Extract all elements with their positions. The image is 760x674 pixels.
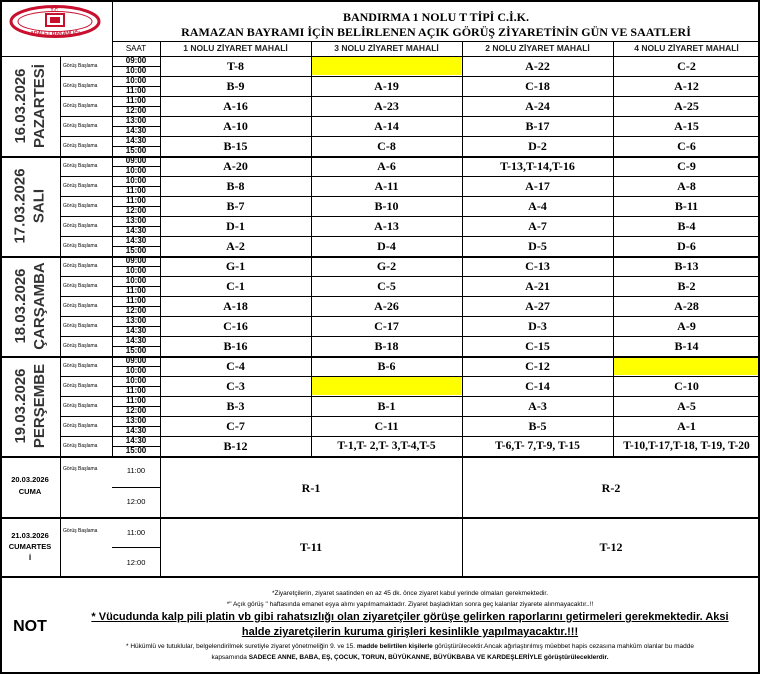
grid-line — [112, 206, 160, 207]
time-cell: 12:00 — [125, 206, 147, 215]
schedule-cell: A-26 — [374, 299, 399, 313]
schedule-cell: B-8 — [226, 179, 245, 193]
schedule-cell — [613, 356, 760, 376]
time-cell: 13:00 — [125, 116, 147, 125]
svg-text:ADALET BAKANLIĞI: ADALET BAKANLIĞI — [30, 31, 80, 37]
note-line-5c: görüştürülecektir.Ancak ağırlaştırılmış müebbet hapis cezasına mahkûm olanlar bu madde — [434, 643, 694, 650]
time-cell: 15:00 — [125, 346, 147, 355]
grid-line — [112, 226, 160, 227]
time-cell: 11:00 — [125, 396, 147, 405]
grid-line — [60, 216, 760, 217]
time-end-cuma: 12:00 — [126, 497, 146, 506]
time-start-cumartesi: 11:00 — [126, 528, 146, 537]
grid-line — [60, 296, 760, 297]
schedule-cell: A-11 — [374, 179, 399, 193]
day-label — [0, 56, 60, 156]
grid-line — [112, 66, 160, 67]
gorus-label: Görüş Başlama — [63, 223, 98, 229]
time-cell: 10:00 — [125, 366, 147, 375]
schedule-cell: A-25 — [674, 99, 699, 113]
time-cell: 14:30 — [125, 326, 147, 335]
grid-line — [60, 396, 760, 397]
schedule-cell: A-7 — [528, 219, 547, 233]
day-name-cuma: CUMA — [18, 487, 42, 496]
day-date: 16.03.2026 — [12, 68, 29, 144]
title-line-2: RAMAZAN BAYRAMI İÇİN BELİRLENEN AÇIK GÖRÜŞ ZİYARETİNİN GÜN VE SAATLERİ — [181, 25, 691, 39]
day-label — [0, 156, 60, 256]
note-line-5a: * Hükümlü ve tutuklular, belgelendirilmek suretiyle ziyaret yönetmeliğin 9. ve 15. — [126, 643, 356, 650]
time-cell: 14:30 — [125, 236, 147, 245]
grid-line — [0, 56, 112, 57]
schedule-cell: B-11 — [674, 199, 699, 213]
cuma-right-group: R-2 — [601, 481, 621, 495]
cumartesi-right-group: T-12 — [599, 540, 623, 554]
time-cell: 09:00 — [125, 56, 147, 65]
grid-line — [112, 366, 160, 367]
gorus-label-cumartesi: Görüş Başlama — [63, 528, 98, 534]
time-cell: 09:00 — [125, 156, 147, 165]
schedule-cell: B-18 — [374, 339, 399, 353]
gorus-label: Görüş Başlama — [63, 163, 98, 169]
gorus-label: Görüş Başlama — [63, 203, 98, 209]
schedule-cell: A-22 — [525, 59, 550, 73]
grid-line — [112, 406, 160, 407]
grid-line — [0, 0, 760, 2]
time-cell: 15:00 — [125, 446, 147, 455]
grid-line — [60, 276, 760, 277]
column-header-4: 4 NOLU ZİYARET MAHALİ — [634, 43, 739, 53]
schedule-cell: C-3 — [226, 379, 245, 393]
day-name: PERŞEMBE — [31, 363, 48, 449]
day-name-cumartesi: CUMARTES — [8, 542, 52, 551]
schedule-cell: C-12 — [525, 359, 550, 373]
schedule-cell: C-2 — [677, 59, 696, 73]
grid-line — [112, 0, 113, 456]
grid-line — [112, 266, 160, 267]
time-cell: 12:00 — [125, 406, 147, 415]
time-cell: 14:30 — [125, 336, 147, 345]
gorus-label: Görüş Başlama — [63, 423, 98, 429]
note-line-5b: madde belirtilen kişilerle — [356, 643, 433, 650]
schedule-cell: A-2 — [226, 239, 245, 253]
schedule-cell: T-10,T-17,T-18, T-19, T-20 — [623, 440, 750, 452]
grid-line — [311, 41, 312, 456]
gorus-label: Görüş Başlama — [63, 283, 98, 289]
gorus-label: Görüş Başlama — [63, 263, 98, 269]
cumartesi-left-group: T-11 — [299, 540, 323, 554]
schedule-cell: A-21 — [525, 279, 550, 293]
grid-line — [60, 176, 760, 177]
schedule-cell: D-3 — [528, 319, 547, 333]
schedule-cell: C-11 — [374, 419, 399, 433]
gorus-label: Görüş Başlama — [63, 343, 98, 349]
note-line-4 — [60, 626, 760, 638]
schedule-cell: C-1 — [226, 279, 245, 293]
time-end-cumartesi: 12:00 — [126, 558, 146, 567]
day-name-cumartesi-cont: İ — [28, 553, 32, 562]
time-cell: 11:00 — [125, 196, 147, 205]
column-header-saat: SAAT — [125, 44, 147, 53]
gorus-label: Görüş Başlama — [63, 303, 98, 309]
day-name: ÇARŞAMBA — [31, 262, 48, 350]
schedule-cell: A-17 — [525, 179, 550, 193]
time-cell: 11:00 — [125, 296, 147, 305]
title-line-1: BANDIRMA 1 NOLU T TİPİ C.İ.K. — [342, 10, 530, 24]
schedule-cell: C-7 — [226, 419, 245, 433]
schedule-cell: C-15 — [525, 339, 550, 353]
schedule-cell: C-6 — [677, 139, 696, 153]
time-cell: 13:00 — [125, 216, 147, 225]
grid-line — [60, 136, 760, 137]
schedule-cell: B-9 — [226, 79, 245, 93]
schedule-cell: C-18 — [525, 79, 550, 93]
schedule-cell: A-19 — [374, 79, 399, 93]
column-header-1: 1 NOLU ZİYARET MAHALİ — [183, 43, 288, 53]
schedule-cell: A-12 — [674, 79, 699, 93]
note-line-1: *Ziyaretçilerin, ziyaret saatinden en az 45 dk. önce ziyaret kabul yerinde olmaları gerekmektedir. — [271, 590, 549, 597]
schedule-cell: T-6,T- 7,T-9, T-15 — [495, 440, 580, 452]
schedule-cell: A-18 — [223, 299, 248, 313]
schedule-cell: A-28 — [674, 299, 699, 313]
grid-line — [462, 41, 463, 576]
grid-line — [112, 286, 160, 287]
schedule-cell: C-16 — [223, 319, 248, 333]
grid-line — [112, 426, 160, 427]
gorus-label: Görüş Başlama — [63, 103, 98, 109]
time-cell: 11:00 — [125, 96, 147, 105]
time-cell: 10:00 — [125, 276, 147, 285]
grid-line — [60, 416, 760, 417]
svg-text:T.C.: T.C. — [50, 8, 60, 14]
day-name: SALI — [31, 188, 49, 224]
schedule-cell: C-4 — [226, 359, 245, 373]
time-cell: 14:30 — [125, 436, 147, 445]
time-cell: 14:30 — [125, 126, 147, 135]
grid-line — [112, 126, 160, 127]
time-cell: 10:00 — [125, 76, 147, 85]
grid-line — [112, 487, 160, 488]
grid-line — [112, 446, 160, 447]
schedule-cell: A-9 — [677, 319, 696, 333]
time-cell: 12:00 — [125, 306, 147, 315]
grid-line — [60, 436, 760, 437]
schedule-cell: T-1,T- 2,T- 3,T-4,T-5 — [337, 440, 436, 452]
time-cell: 11:00 — [125, 286, 147, 295]
day-label-text — [11, 168, 49, 243]
day-label — [0, 356, 60, 456]
time-cell: 12:00 — [125, 106, 147, 115]
schedule-cell: T-8 — [227, 59, 244, 73]
day-date-cumartesi: 21.03.2026 — [11, 531, 49, 540]
schedule-cell: G-2 — [376, 259, 397, 273]
day-date: 19.03.2026 — [12, 368, 29, 444]
gorus-label: Görüş Başlama — [63, 123, 98, 129]
schedule-cell: A-5 — [677, 399, 696, 413]
grid-line — [60, 316, 760, 317]
gorus-label: Görüş Başlama — [63, 363, 98, 369]
grid-line — [0, 0, 2, 674]
time-cell: 10:00 — [125, 166, 147, 175]
column-header-3: 3 NOLU ZİYARET MAHALİ — [334, 43, 439, 53]
grid-line — [60, 76, 760, 77]
cuma-left-group: R-1 — [301, 481, 321, 495]
schedule-cell: D-6 — [677, 239, 696, 253]
time-cell: 10:00 — [125, 66, 147, 75]
schedule-cell: C-14 — [525, 379, 550, 393]
grid-line — [0, 256, 760, 258]
schedule-cell: C-10 — [674, 379, 699, 393]
time-cell: 13:00 — [125, 416, 147, 425]
schedule-cell: B-17 — [525, 119, 550, 133]
schedule-cell: A-24 — [525, 99, 550, 113]
schedule-cell: B-16 — [223, 339, 248, 353]
schedule-cell: C-17 — [374, 319, 399, 333]
schedule-cell — [311, 56, 462, 76]
grid-line — [60, 96, 760, 97]
time-cell: 10:00 — [125, 376, 147, 385]
time-cell: 11:00 — [125, 86, 147, 95]
time-cell: 11:00 — [125, 386, 147, 395]
schedule-cell: A-6 — [377, 159, 396, 173]
time-cell: 13:00 — [125, 316, 147, 325]
gorus-label: Görüş Başlama — [63, 383, 98, 389]
gorus-label: Görüş Başlama — [63, 403, 98, 409]
day-name: PAZARTESİ — [31, 64, 48, 148]
grid-line — [112, 386, 160, 387]
note-line-4-text: halde ziyaretçilerin kuruma girişleri kesinlikle yapılmayacaktır.!!! — [241, 626, 579, 638]
grid-line — [112, 306, 160, 307]
schedule-cell: A-10 — [223, 119, 248, 133]
grid-line — [0, 56, 760, 57]
ministry-logo — [5, 4, 105, 39]
grid-line — [112, 326, 160, 327]
grid-line — [60, 336, 760, 337]
schedule-cell: A-1 — [677, 419, 696, 433]
schedule-cell: D-4 — [377, 239, 396, 253]
schedule-cell: A-8 — [677, 179, 696, 193]
schedule-cell: A-4 — [528, 199, 547, 213]
day-label-text — [11, 262, 49, 350]
schedule-cell: A-13 — [374, 219, 399, 233]
day-label-text — [11, 364, 49, 448]
time-start-cuma: 11:00 — [126, 466, 146, 475]
schedule-cell: C-9 — [677, 159, 696, 173]
grid-line — [0, 456, 760, 458]
schedule-cell: B-7 — [226, 199, 245, 213]
schedule-cell: D-2 — [528, 139, 547, 153]
grid-line — [0, 156, 760, 158]
note-line-6a: kapsamında — [211, 654, 247, 661]
time-cell: 09:00 — [125, 356, 147, 365]
grid-line — [112, 41, 760, 42]
schedule-cell: B-5 — [528, 419, 547, 433]
schedule-cell: B-13 — [674, 259, 699, 273]
time-cell: 14:30 — [125, 226, 147, 235]
day-label — [0, 256, 60, 356]
day-date: 18.03.2026 — [12, 268, 29, 344]
schedule-cell: B-2 — [677, 279, 696, 293]
grid-line — [112, 86, 160, 87]
time-cell: 15:00 — [125, 246, 147, 255]
gorus-label: Görüş Başlama — [63, 143, 98, 149]
note-line-5 — [60, 643, 760, 650]
grid-line — [60, 196, 760, 197]
grid-line — [112, 186, 160, 187]
grid-line — [60, 236, 760, 237]
column-header-2: 2 NOLU ZİYARET MAHALİ — [485, 43, 590, 53]
schedule-cell: B-6 — [377, 359, 396, 373]
time-cell: 15:00 — [125, 146, 147, 155]
note-line-6b: SADECE ANNE, BABA, EŞ, ÇOCUK, TORUN, BÜYÜKANNE, BÜYÜKBABA VE KARDEŞLERİYLE görüştürüleceklerdir. — [248, 654, 609, 661]
schedule-cell: C-13 — [525, 259, 550, 273]
grid-line — [112, 246, 160, 247]
schedule-cell: D-5 — [528, 239, 547, 253]
schedule-cell: B-15 — [223, 139, 248, 153]
grid-line — [112, 146, 160, 147]
schedule-cell: B-1 — [377, 399, 396, 413]
gorus-label: Görüş Başlama — [63, 63, 98, 69]
grid-line — [0, 576, 760, 578]
note-line-6 — [60, 654, 760, 661]
day-date-cuma: 20.03.2026 — [11, 475, 49, 484]
schedule-cell: A-14 — [374, 119, 399, 133]
schedule-cell: A-20 — [223, 159, 248, 173]
schedule-cell: A-15 — [674, 119, 699, 133]
day-date: 17.03.2026 — [12, 168, 30, 244]
schedule-cell: T-13,T-14,T-16 — [500, 159, 575, 173]
schedule-cell: A-23 — [374, 99, 399, 113]
note-line-3-text: * Vücudunda kalp pili platin vb gibi rahatsızlığı olan ziyaretçiler görüşe gelirken raporlarını getirmeleri gerekmektedir. Aksi — [91, 611, 729, 623]
grid-line — [112, 166, 160, 167]
gorus-label: Görüş Başlama — [63, 243, 98, 249]
gorus-label-cuma: Görüş Başlama — [63, 466, 98, 472]
grid-line — [160, 41, 161, 576]
gorus-label: Görüş Başlama — [63, 443, 98, 449]
note-label: NOT — [13, 618, 47, 635]
time-cell: 09:00 — [125, 256, 147, 265]
time-cell: 14:30 — [125, 136, 147, 145]
grid-line — [112, 547, 160, 548]
schedule-cell: C-8 — [377, 139, 396, 153]
schedule-cell: A-16 — [223, 99, 248, 113]
schedule-cell: G-1 — [225, 259, 246, 273]
day-label-text — [11, 64, 49, 148]
grid-line — [0, 517, 760, 519]
schedule-cell: B-14 — [674, 339, 699, 353]
schedule-cell: B-10 — [374, 199, 399, 213]
grid-line — [613, 41, 614, 456]
schedule-cell: A-27 — [525, 299, 550, 313]
schedule-cell: B-3 — [226, 399, 245, 413]
time-cell: 11:00 — [125, 186, 147, 195]
time-cell: 10:00 — [125, 266, 147, 275]
note-line-2: *" Açık görüş " haftasında emanet eşya alımı yapılmamaktadır. Ziyaret başladıktan sonra geç kalanlar ziyarete alınmayacaktır..!! — [226, 601, 594, 608]
time-cell: 14:30 — [125, 426, 147, 435]
schedule-cell: B-4 — [677, 219, 696, 233]
schedule-cell — [311, 376, 462, 396]
schedule-cell: D-1 — [226, 219, 245, 233]
schedule-cell: A-3 — [528, 399, 547, 413]
gorus-label: Görüş Başlama — [63, 183, 98, 189]
grid-line — [112, 346, 160, 347]
grid-line — [0, 356, 760, 358]
time-cell: 10:00 — [125, 176, 147, 185]
gorus-label: Görüş Başlama — [63, 323, 98, 329]
schedule-cell: B-12 — [223, 439, 248, 453]
schedule-cell: C-5 — [377, 279, 396, 293]
grid-line — [60, 376, 760, 377]
note-line-3 — [60, 611, 760, 623]
gorus-label: Görüş Başlama — [63, 83, 98, 89]
grid-line — [112, 106, 160, 107]
grid-line — [60, 116, 760, 117]
